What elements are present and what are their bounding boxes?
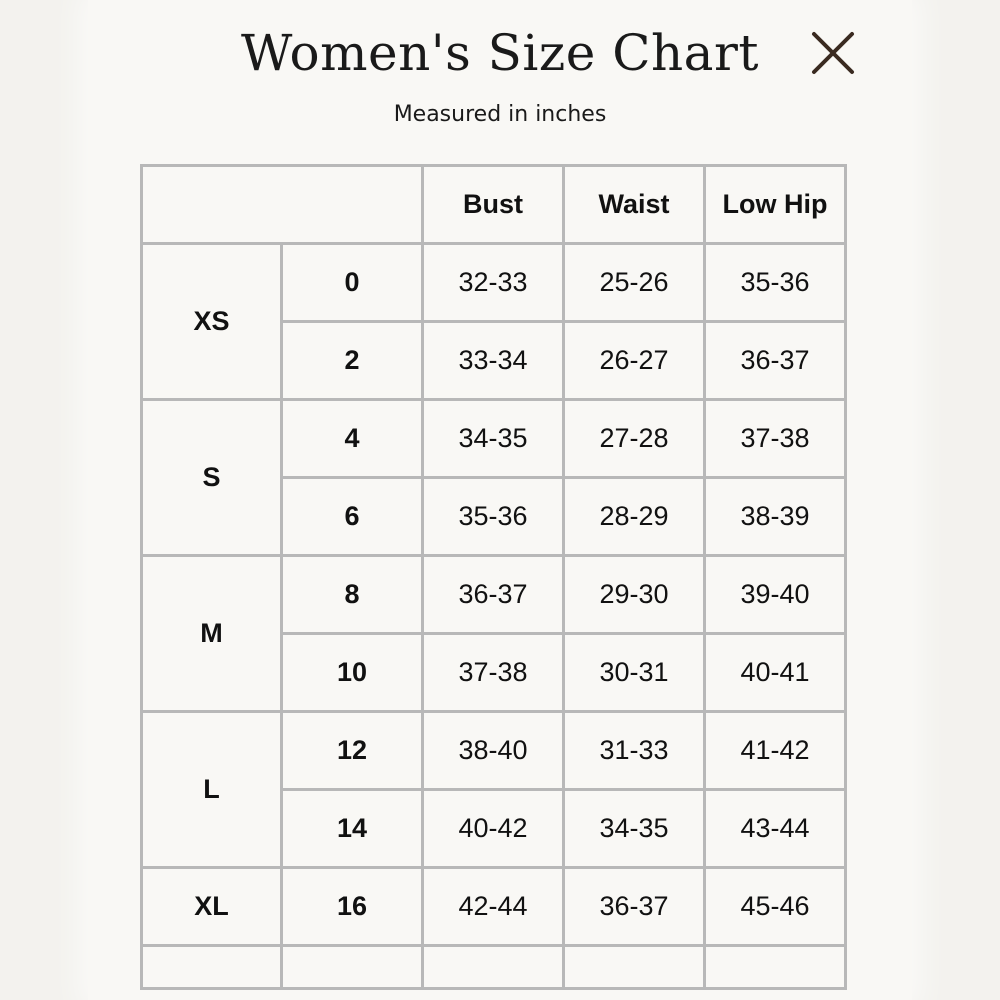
close-button[interactable] bbox=[808, 28, 858, 78]
low-hip-cell: 38-39 bbox=[705, 478, 846, 556]
size-number-cell: 12 bbox=[282, 712, 423, 790]
empty-cell bbox=[142, 946, 282, 989]
close-icon bbox=[808, 28, 858, 78]
size-number-cell: 4 bbox=[282, 400, 423, 478]
bust-cell: 34-35 bbox=[423, 400, 564, 478]
header-waist: Waist bbox=[564, 166, 705, 244]
empty-cell bbox=[705, 946, 846, 989]
low-hip-cell: 43-44 bbox=[705, 790, 846, 868]
bust-cell: 36-37 bbox=[423, 556, 564, 634]
waist-cell: 36-37 bbox=[564, 868, 705, 946]
table-row-partial bbox=[142, 946, 846, 989]
size-letter-cell: XL bbox=[142, 868, 282, 946]
size-number-cell: 2 bbox=[282, 322, 423, 400]
empty-cell bbox=[564, 946, 705, 989]
size-table bbox=[140, 164, 847, 990]
size-number-cell: 14 bbox=[282, 790, 423, 868]
table-row bbox=[142, 244, 846, 322]
bust-cell: 37-38 bbox=[423, 634, 564, 712]
waist-cell: 26-27 bbox=[564, 322, 705, 400]
table-header-row bbox=[142, 166, 846, 244]
table-row bbox=[142, 400, 846, 478]
size-letter-cell: L bbox=[142, 712, 282, 868]
modal-subtitle: Measured in inches bbox=[393, 102, 607, 127]
low-hip-cell: 39-40 bbox=[705, 556, 846, 634]
low-hip-cell: 45-46 bbox=[705, 868, 846, 946]
waist-cell: 28-29 bbox=[564, 478, 705, 556]
waist-cell: 29-30 bbox=[564, 556, 705, 634]
bust-cell: 32-33 bbox=[423, 244, 564, 322]
low-hip-cell: 35-36 bbox=[705, 244, 846, 322]
size-number-cell: 8 bbox=[282, 556, 423, 634]
modal-title: Women's Size Chart bbox=[241, 24, 759, 82]
low-hip-cell: 36-37 bbox=[705, 322, 846, 400]
waist-cell: 34-35 bbox=[564, 790, 705, 868]
header-low-hip: Low Hip bbox=[705, 166, 846, 244]
table-row bbox=[142, 868, 846, 946]
waist-cell: 30-31 bbox=[564, 634, 705, 712]
waist-cell: 27-28 bbox=[564, 400, 705, 478]
table-row bbox=[142, 712, 846, 790]
size-letter-cell: S bbox=[142, 400, 282, 556]
waist-cell: 25-26 bbox=[564, 244, 705, 322]
waist-cell: 31-33 bbox=[564, 712, 705, 790]
size-letter-cell: XS bbox=[142, 244, 282, 400]
bust-cell: 35-36 bbox=[423, 478, 564, 556]
size-number-cell: 0 bbox=[282, 244, 423, 322]
bust-cell: 38-40 bbox=[423, 712, 564, 790]
bust-cell: 42-44 bbox=[423, 868, 564, 946]
header-corner-cell bbox=[142, 166, 423, 244]
table-row bbox=[142, 556, 846, 634]
bust-cell: 40-42 bbox=[423, 790, 564, 868]
empty-cell bbox=[423, 946, 564, 989]
header-bust: Bust bbox=[423, 166, 564, 244]
low-hip-cell: 40-41 bbox=[705, 634, 846, 712]
low-hip-cell: 37-38 bbox=[705, 400, 846, 478]
empty-cell bbox=[282, 946, 423, 989]
low-hip-cell: 41-42 bbox=[705, 712, 846, 790]
size-letter-cell: M bbox=[142, 556, 282, 712]
bust-cell: 33-34 bbox=[423, 322, 564, 400]
size-number-cell: 16 bbox=[282, 868, 423, 946]
size-number-cell: 10 bbox=[282, 634, 423, 712]
size-number-cell: 6 bbox=[282, 478, 423, 556]
